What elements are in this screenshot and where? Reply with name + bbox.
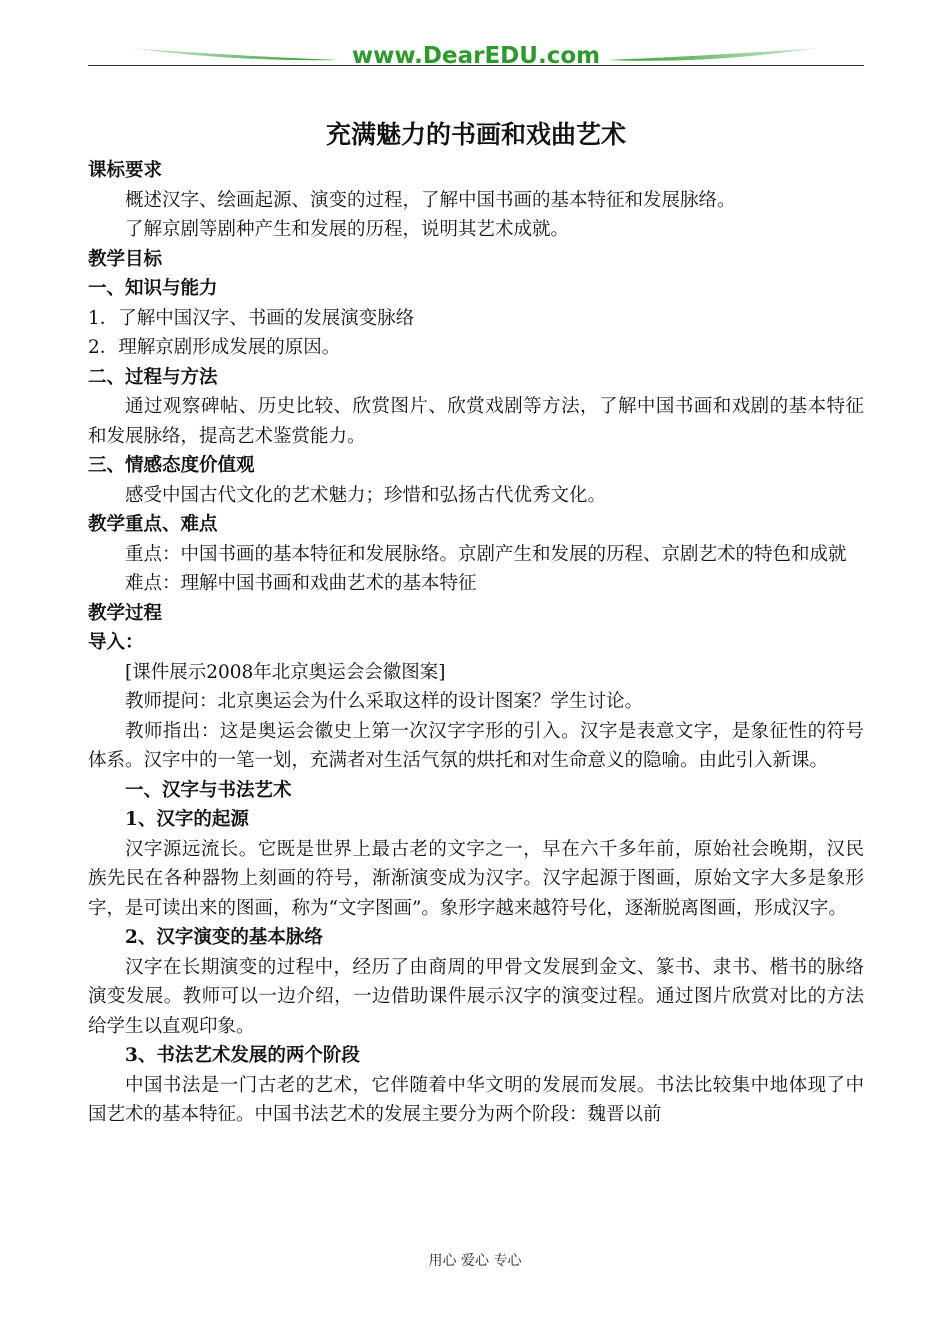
logo-text: www.DearEDU.com [351,43,601,69]
paragraph: 难点：理解中国书画和戏曲艺术的基本特征 [125,573,477,594]
paragraph: 通过观察碑帖、历史比较、欣赏图片、欣赏戏剧等方法，了解中国书画和戏剧的基本特征和发展脉络，提高艺术鉴赏能力。 [88,396,864,447]
section-heading: 教学重点、难点 [88,514,218,535]
paragraph: 汉字源远流长。它既是世界上最古老的文字之一，早在六千多年前，原始社会晚期，汉民族先民在各种器物上刻画的符号，渐渐演变成为汉字。汉字起源于图画，原始文字大多是象形字，是可读出来的图画，称为“文字图画”。象形字越来越符号化，逐渐脱离图画，形成汉字。 [88,838,864,919]
section-heading: 三、情感态度价值观 [88,455,255,476]
paragraph: 汉字在长期演变的过程中，经历了由商周的甲骨文发展到金文、篆书、隶书、楷书的脉络演变发展。教师可以一边介绍，一边借助课件展示汉字的演变过程。通过图片欣赏对比的方法给学生以直观印象。 [88,956,864,1037]
section-heading: 教学过程 [88,602,163,624]
document-sections [88,156,864,1130]
paragraph: 感受中国古代文化的艺术魅力；珍惜和弘扬古代优秀文化。 [125,484,607,506]
section-heading: 教学目标 [88,248,163,270]
paragraph: 概述汉字、绘画起源、演变的过程，了解中国书画的基本特征和发展脉络。 [125,189,736,211]
dearedu-logo [88,36,864,72]
paragraph: 1．了解中国汉字、书画的发展演变脉络 [88,307,415,329]
document-body [88,118,864,1130]
subsection-heading: 3、书法艺术发展的两个阶段 [125,1045,360,1066]
left-swoosh-icon [128,48,338,60]
section-heading: 二、过程与方法 [88,366,218,388]
subsection-heading: 2、汉字演变的基本脉络 [125,927,323,948]
paragraph: 2．理解京剧形成发展的原因。 [88,337,341,358]
subsection-heading: 1、汉字的起源 [125,809,249,830]
paragraph: 教师提问：北京奥运会为什么采取这样的设计图案？学生讨论。 [125,691,644,712]
site-header-banner [88,36,864,72]
section-heading: 一、知识与能力 [88,278,218,299]
footer-text: 用心 爱心 专心 [428,1253,522,1269]
subsection-heading: 一、汉字与书法艺术 [125,779,292,801]
paragraph: 教师指出：这是奥运会徽史上第一次汉字字形的引入。汉字是表意文字，是象征性的符号体系。汉字中的一笔一划，充满者对生活气氛的烘托和对生命意义的隐喻。由此引入新课。 [88,720,864,771]
section-heading: 课标要求 [88,160,163,181]
paragraph: 了解京剧等剧种产生和发展的历程，说明其艺术成就。 [125,219,570,240]
header-rule [88,65,864,66]
paragraph: [课件展示2008年北京奥运会会徽图案] [125,661,446,683]
section-heading: 导入： [88,632,144,653]
paragraph: 重点：中国书画的基本特征和发展脉络。京剧产生和发展的历程、京剧艺术的特色和成就 [125,543,847,565]
paragraph: 中国书法是一门古老的艺术，它伴随着中华文明的发展而发展。书法比较集中地体现了中国艺术的基本特征。中国书法艺术的发展主要分为两个阶段：魏晋以前 [88,1074,864,1125]
document-title: 充满魅力的书画和戏曲艺术 [325,120,626,149]
right-swoosh-icon [608,48,818,61]
